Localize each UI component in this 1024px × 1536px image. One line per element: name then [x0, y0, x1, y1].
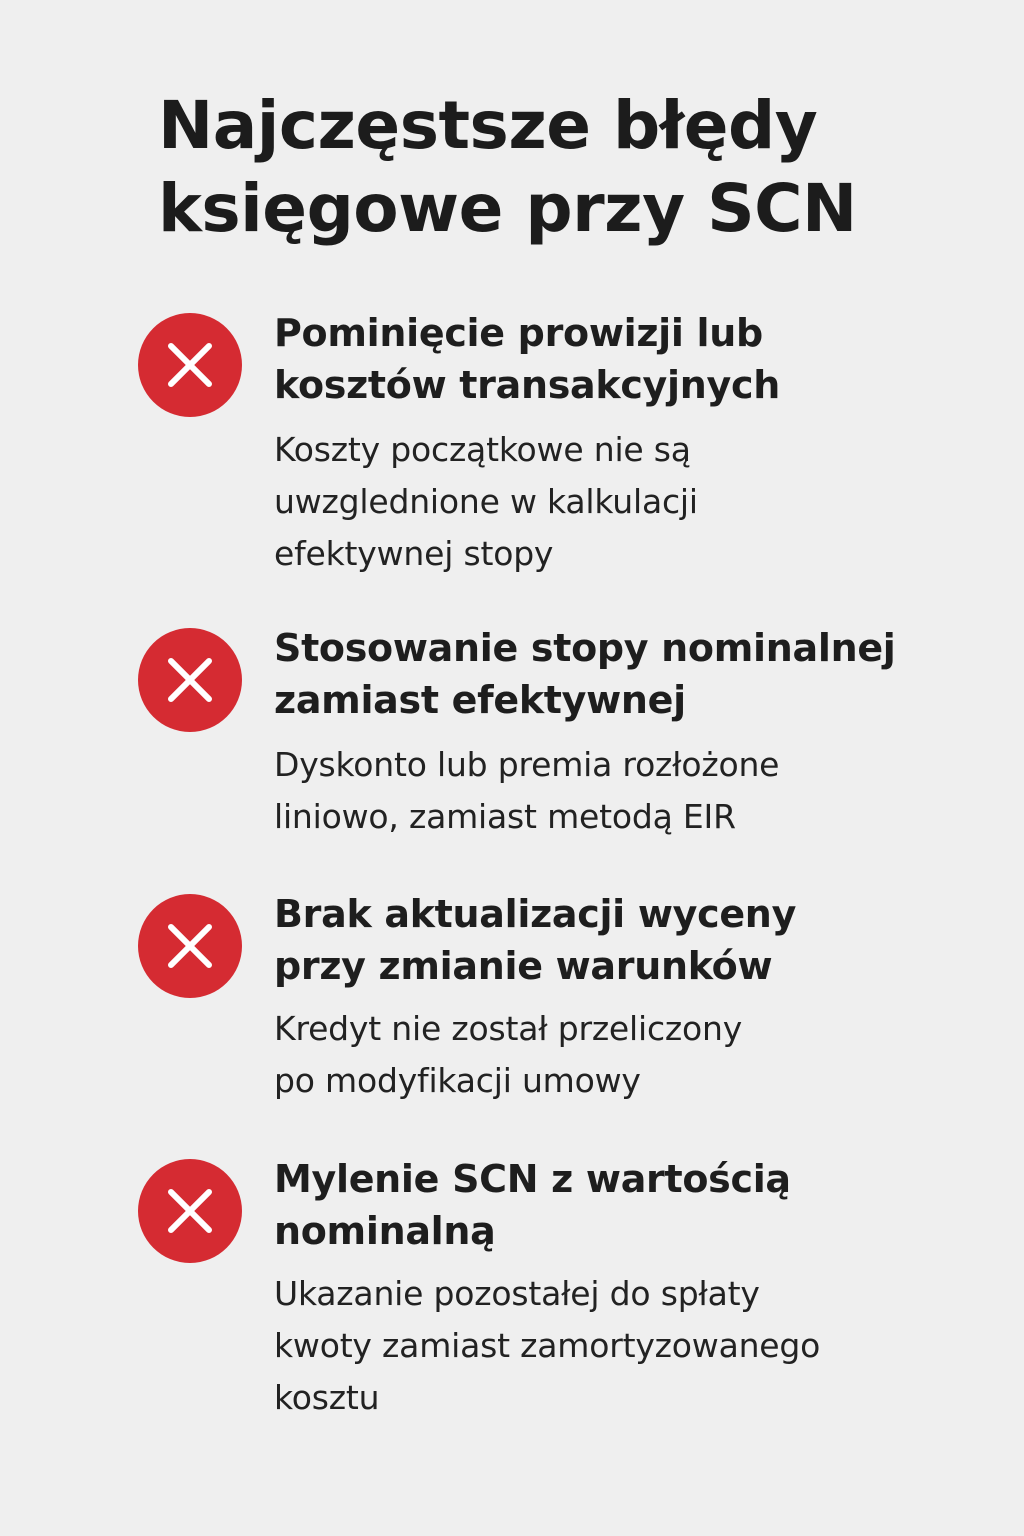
error-item-description-line: Ukazanie pozostałej do spłaty — [274, 1274, 760, 1313]
error-item-description — [274, 1268, 820, 1424]
error-item-title-line: Brak aktualizacji wyceny — [274, 892, 797, 936]
error-item-title-line: Mylenie SCN z wartością — [274, 1157, 791, 1201]
error-item-description-line: efektywnej stopy — [274, 534, 554, 573]
error-item-description-line: kosztu — [274, 1378, 380, 1417]
error-item-description-line: po modyfikacji umowy — [274, 1061, 641, 1100]
error-item-title-line: Pominięcie prowizji lub — [274, 311, 763, 355]
error-item-description-line: Koszty początkowe nie są — [274, 430, 691, 469]
page-title-line-1: Najczęstsze błędy — [158, 87, 818, 164]
error-item-title-line: Stosowanie stopy nominalnej — [274, 626, 896, 670]
error-item-title-line: przy zmianie warunków — [274, 944, 773, 988]
error-item-description-line: liniowo, zamiast metodą EIR — [274, 797, 736, 836]
error-item-title — [274, 888, 796, 992]
error-item-title — [274, 622, 896, 726]
close-icon — [138, 1159, 242, 1263]
page-title — [158, 84, 958, 250]
error-item-title-line: nominalną — [274, 1209, 496, 1253]
error-item-title-line: kosztów transakcyjnych — [274, 363, 780, 407]
error-item-title — [274, 1153, 791, 1257]
error-item-description-line: Dyskonto lub premia rozłożone — [274, 745, 780, 784]
error-item-title — [274, 307, 780, 411]
error-item-description-line: Kredyt nie został przeliczony — [274, 1009, 743, 1048]
close-icon — [138, 894, 242, 998]
error-item-description-line: kwoty zamiast zamortyzowanego — [274, 1326, 821, 1365]
error-item-description — [274, 739, 779, 843]
error-item-description — [274, 1003, 742, 1107]
close-icon — [138, 628, 242, 732]
error-item-description — [274, 424, 698, 580]
error-item-description-line: uwzglednione w kalkulacji — [274, 482, 698, 521]
error-item-title-line: zamiast efektywnej — [274, 678, 686, 722]
close-icon — [138, 313, 242, 417]
page-title-line-2: księgowe przy SCN — [158, 170, 857, 247]
